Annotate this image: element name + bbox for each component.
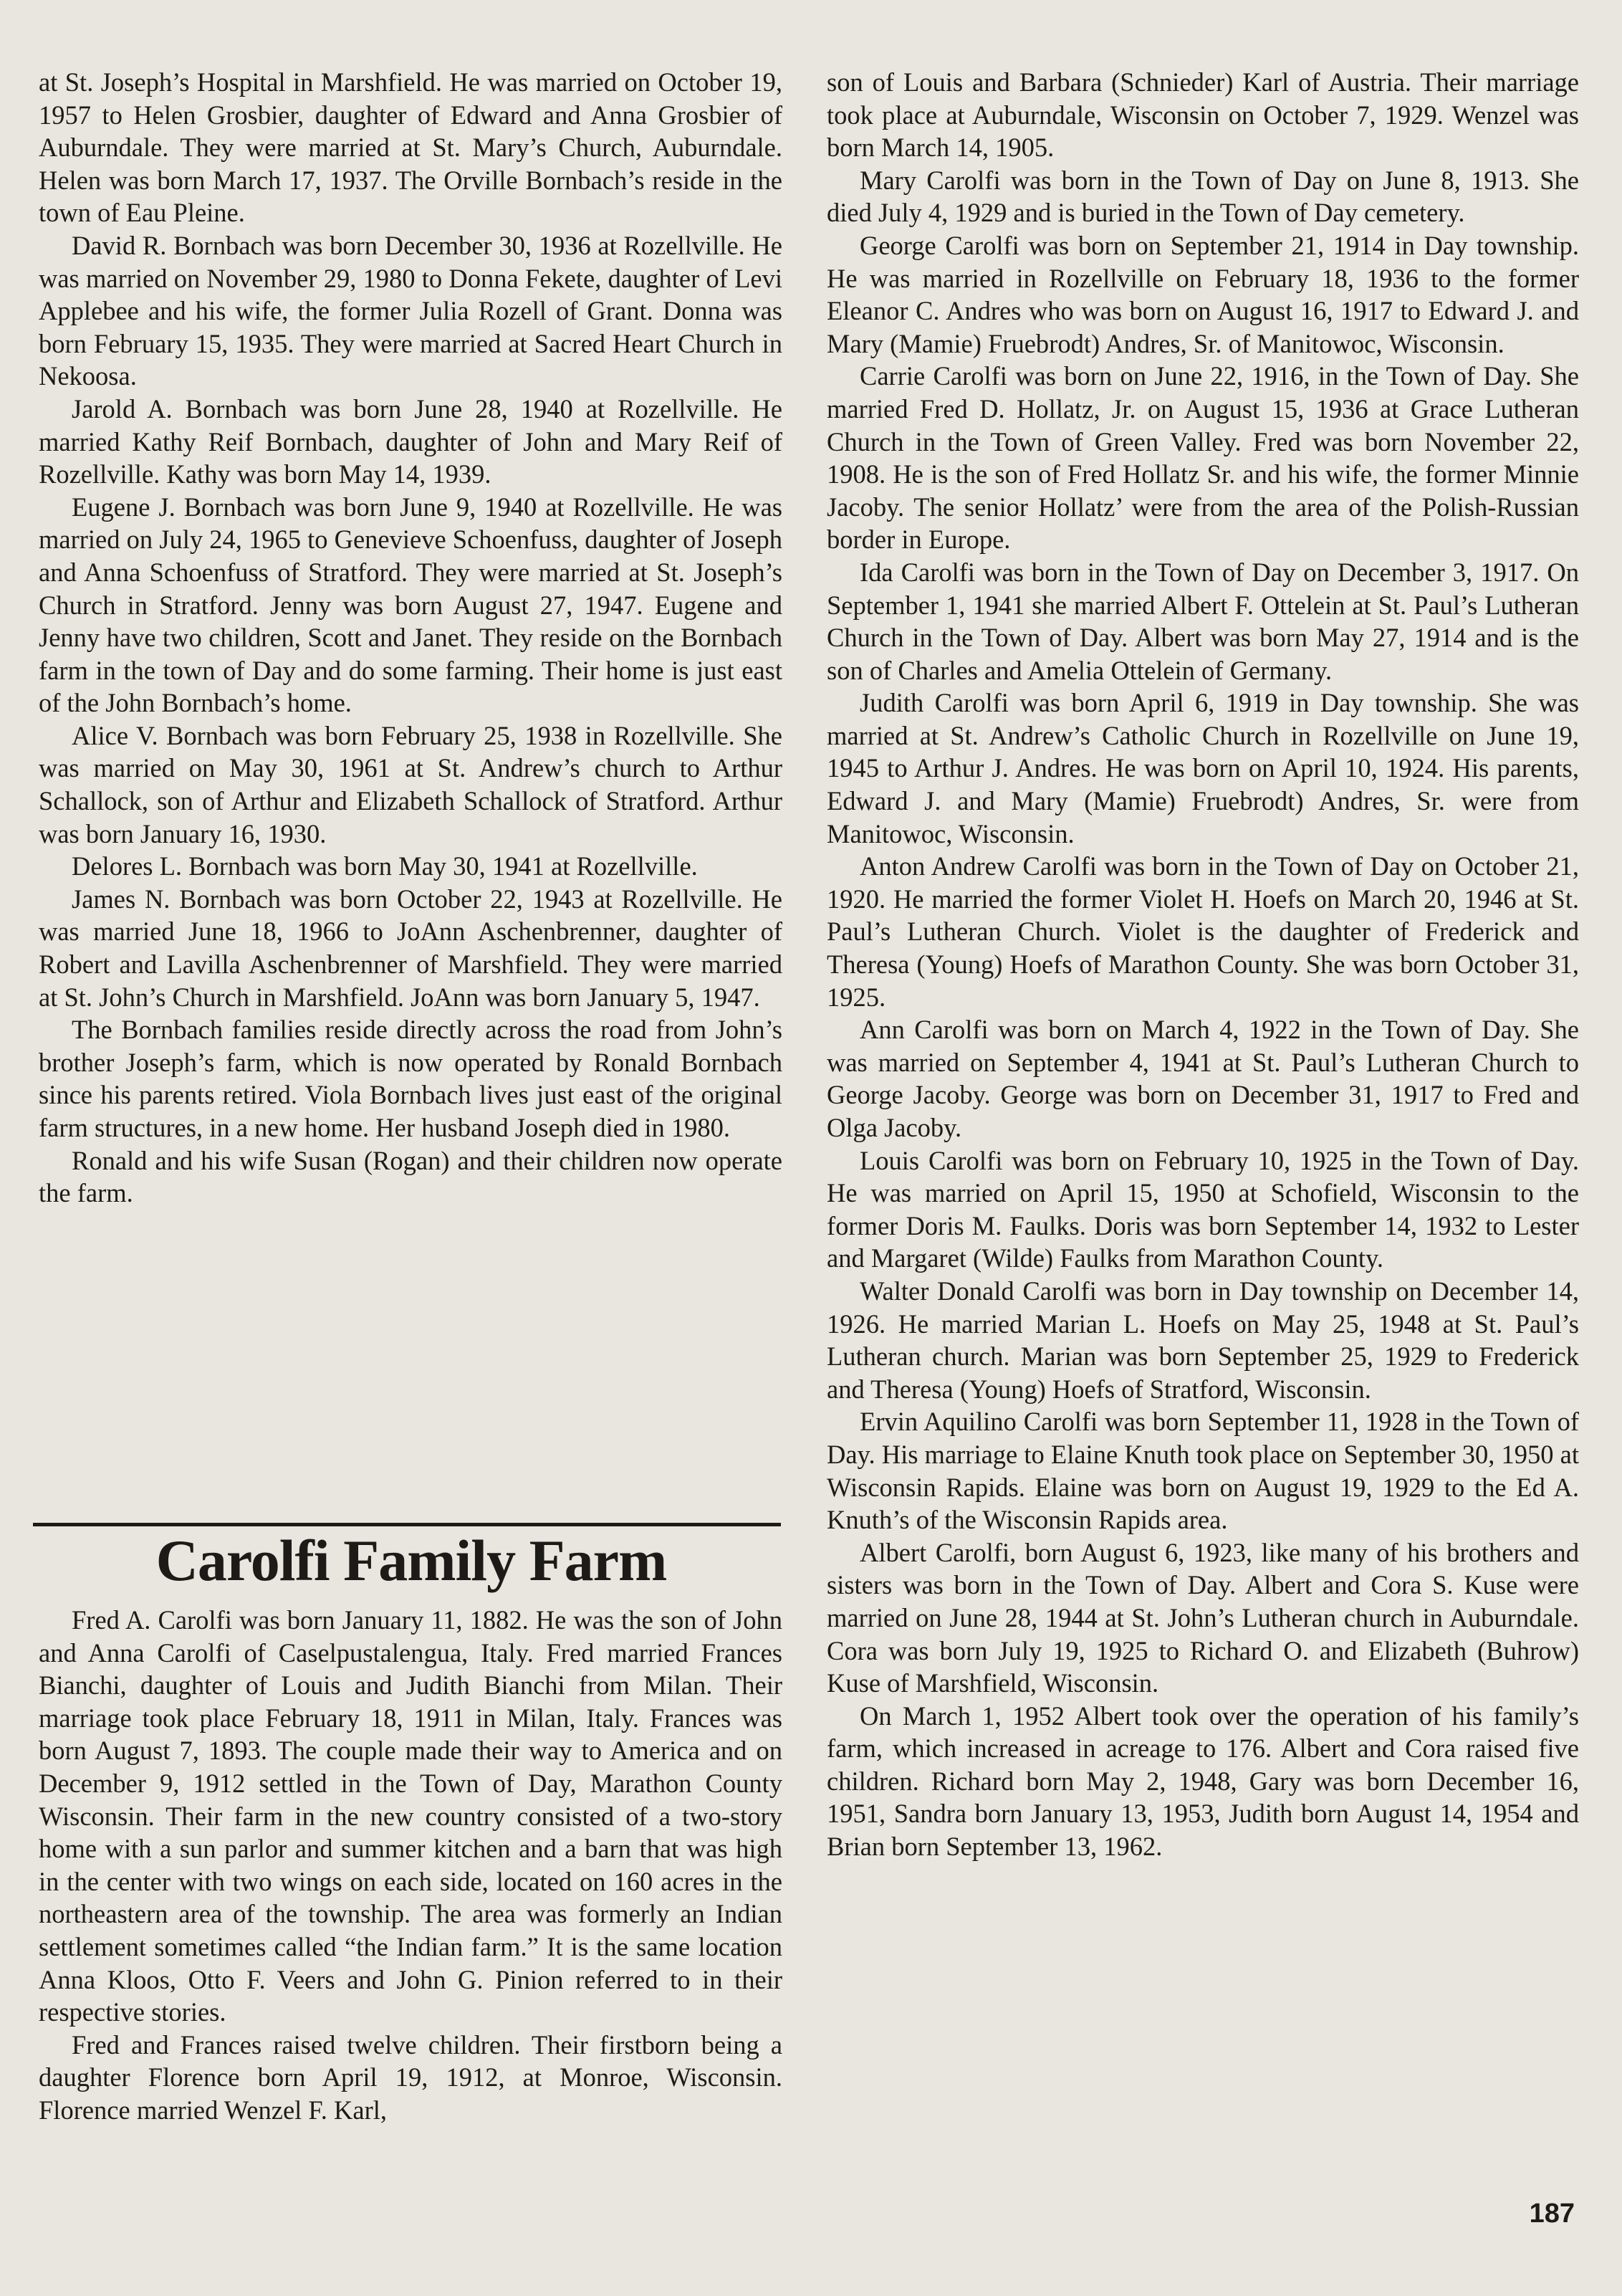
- paragraph: at St. Joseph’s Hospital in Marshfield. He was married on October 19, 1957 to Helen Grosbier, daughter of Edward and Anna Grosbier of Auburndale. They were married at St. Mary’s Church, Auburndale. Helen was born March 17, 1937. The Orville Bornbach’s reside in the town of Eau Pleine.: [39, 67, 782, 228]
- paragraph: Louis Carolfi was born on February 10, 1925 in the Town of Day. He was married on April 15, 1950 at Schofield, Wisconsin to the former Doris M. Faulks. Doris was born September 14, 1932 to Lester and Margaret (Wilde) Faulks from Marathon County.: [827, 1145, 1579, 1273]
- paragraph: Ann Carolfi was born on March 4, 1922 in the Town of Day. She was married on September 4, 1941 at St. Paul’s Lutheran Church to George Jacoby. George was born on December 31, 1917 to Fred and Olga Jacoby.: [827, 1015, 1579, 1142]
- paragraph: Albert Carolfi, born August 6, 1923, like many of his brothers and sisters was born in the Town of Day. Albert and Cora S. Kuse were married on June 28, 1944 at St. John’s Lutheran church in Auburndale. Cora was born July 19, 1925 to Richard O. and Elizabeth (Buhrow) Kuse of Marshfield, Wisconsin.: [827, 1537, 1579, 1698]
- paragraph: The Bornbach families reside directly across the road from John’s brother Joseph’s farm, which is now operated by Ronald Bornbach since his parents retired. Viola Bornbach lives just east of the original farm structures, in a new home. Her husband Joseph died in 1980.: [39, 1015, 782, 1142]
- paragraph: David R. Bornbach was born December 30, 1936 at Rozellville. He was married on November 29, 1980 to Donna Fekete, daughter of Levi Applebee and his wife, the former Julia Rozell of Grant. Donna was born February 15, 1935. They were married at Sacred Heart Church in Nekoosa.: [39, 230, 782, 391]
- left-column-bottom: [39, 1604, 782, 2127]
- paragraph: Fred and Frances raised twelve children. Their firstborn being a daughter Florence born April 19, 1912, at Monroe, Wisconsin. Florence married Wenzel F. Karl,: [39, 2029, 782, 2125]
- paragraph: Ervin Aquilino Carolfi was born September 11, 1928 in the Town of Day. His marriage to Elaine Knuth took place on September 30, 1950 at Wisconsin Rapids. Elaine was born on August 19, 1929 to the Ed A. Knuth’s of the Wisconsin Rapids area.: [827, 1407, 1579, 1535]
- paragraph: Ida Carolfi was born in the Town of Day on December 3, 1917. On September 1, 1941 she married Albert F. Ottelein at St. Paul’s Lutheran Church in the Town of Day. Albert was born May 27, 1914 and is the son of Charles and Amelia Ottelein of Germany.: [827, 557, 1579, 685]
- paragraph: Fred A. Carolfi was born January 11, 1882. He was the son of John and Anna Carolfi of Caselpustalengua, Italy. Fred married Frances Bianchi, daughter of Louis and Judith Bianchi from Milan. Their marriage took place February 18, 1911 in Milan, Italy. Frances was born August 7, 1893. The couple made their way to America and on December 9, 1912 settled in the Town of Day, Marathon County Wisconsin. Their farm in the new country consisted of a two-story home with a sun parlor and summer kitchen and a barn that was high in the center with two wings on each side, located on 160 acres in the northeastern area of the township. The area was formerly an Indian settlement sometimes called “the Indian farm.” It is the same location Anna Kloos, Otto F. Veers and John G. Pinion referred to in their respective stories.: [39, 1605, 782, 2027]
- paragraph: Walter Donald Carolfi was born in Day township on December 14, 1926. He married Marian L. Hoefs on May 25, 1948 at St. Paul’s Lutheran church. Marian was born September 25, 1929 to Frederick and Theresa (Young) Hoefs of Stratford, Wisconsin.: [827, 1276, 1579, 1404]
- paragraph: Judith Carolfi was born April 6, 1919 in Day township. She was married at St. Andrew’s Catholic Church in Rozellville on June 19, 1945 to Arthur J. Andres. He was born on April 10, 1924. His parents, Edward J. and Mary (Mamie) Fruebrodt) Andres, Sr. were from Manitowoc, Wisconsin.: [827, 688, 1579, 848]
- paragraph: On March 1, 1952 Albert took over the operation of his family’s farm, which increased in acreage to 176. Albert and Cora raised five children. Richard born May 2, 1948, Gary was born December 16, 1951, Sandra born January 13, 1953, Judith born August 14, 1954 and Brian born September 13, 1962.: [827, 1701, 1579, 1862]
- right-column: [827, 66, 1579, 1863]
- paragraph: Delores L. Bornbach was born May 30, 1941 at Rozellville.: [72, 851, 698, 881]
- paragraph: Eugene J. Bornbach was born June 9, 1940 at Rozellville. He was married on July 24, 1965 to Genevieve Schoenfuss, daughter of Joseph and Anna Schoenfuss of Stratford. They were married at St. Joseph’s Church in Stratford. Jenny was born August 27, 1947. Eugene and Jenny have two children, Scott and Janet. They reside on the Bornbach farm in the town of Day and do some farming. Their home is just east of the John Bornbach’s home.: [39, 492, 783, 718]
- paragraph: Ronald and his wife Susan (Rogan) and their children now operate the farm.: [39, 1145, 782, 1208]
- paragraph: Anton Andrew Carolfi was born in the Town of Day on October 21, 1920. He married the former Violet H. Hoefs on March 20, 1946 at St. Paul’s Lutheran Church. Violet is the daughter of Frederick and Theresa (Young) Hoefs of Marathon County. She was born October 31, 1925.: [827, 851, 1579, 1012]
- paragraph: son of Louis and Barbara (Schnieder) Karl of Austria. Their marriage took place at Auburndale, Wisconsin on October 7, 1929. Wenzel was born March 14, 1905.: [827, 67, 1579, 163]
- section-heading: Carolfi Family Farm: [155, 1528, 667, 1593]
- left-column-top: [39, 66, 782, 1210]
- paragraph: Jarold A. Bornbach was born June 28, 1940 at Rozellville. He married Kathy Reif Bornbach, daughter of John and Mary Reif of Rozellville. Kathy was born May 14, 1939.: [39, 393, 782, 489]
- paragraph: James N. Bornbach was born October 22, 1943 at Rozellville. He was married June 18, 1966 to JoAnn Aschenbrenner, daughter of Robert and Lavilla Aschenbrenner of Marshfield. They were married at St. John’s Church in Marshfield. JoAnn was born January 5, 1947.: [39, 884, 782, 1012]
- paragraph: Mary Carolfi was born in the Town of Day on June 8, 1913. She died July 4, 1929 and is buried in the Town of Day cemetery.: [827, 165, 1579, 228]
- paragraph: Alice V. Bornbach was born February 25, 1938 in Rozellville. She was married on May 30, 1961 at St. Andrew’s church to Arthur Schallock, son of Arthur and Elizabeth Schallock of Stratford. Arthur was born January 16, 1930.: [39, 720, 782, 848]
- paragraph: George Carolfi was born on September 21, 1914 in Day township. He was married in Rozellville on February 18, 1936 to the former Eleanor C. Andres who was born on August 16, 1917 to Edward J. and Mary (Mamie) Fruebrodt) Andres, Sr. of Manitowoc, Wisconsin.: [827, 230, 1579, 358]
- paragraph: Carrie Carolfi was born on June 22, 1916, in the Town of Day. She married Fred D. Hollatz, Jr. on August 15, 1936 at Grace Lutheran Church in the Town of Green Valley. Fred was born November 22, 1908. He is the son of Fred Hollatz Sr. and his wife, the former Minnie Jacoby. The senior Hollatz’ were from the area of the Polish-Russian border in Europe.: [827, 361, 1579, 555]
- page-number: 187: [1529, 2199, 1575, 2229]
